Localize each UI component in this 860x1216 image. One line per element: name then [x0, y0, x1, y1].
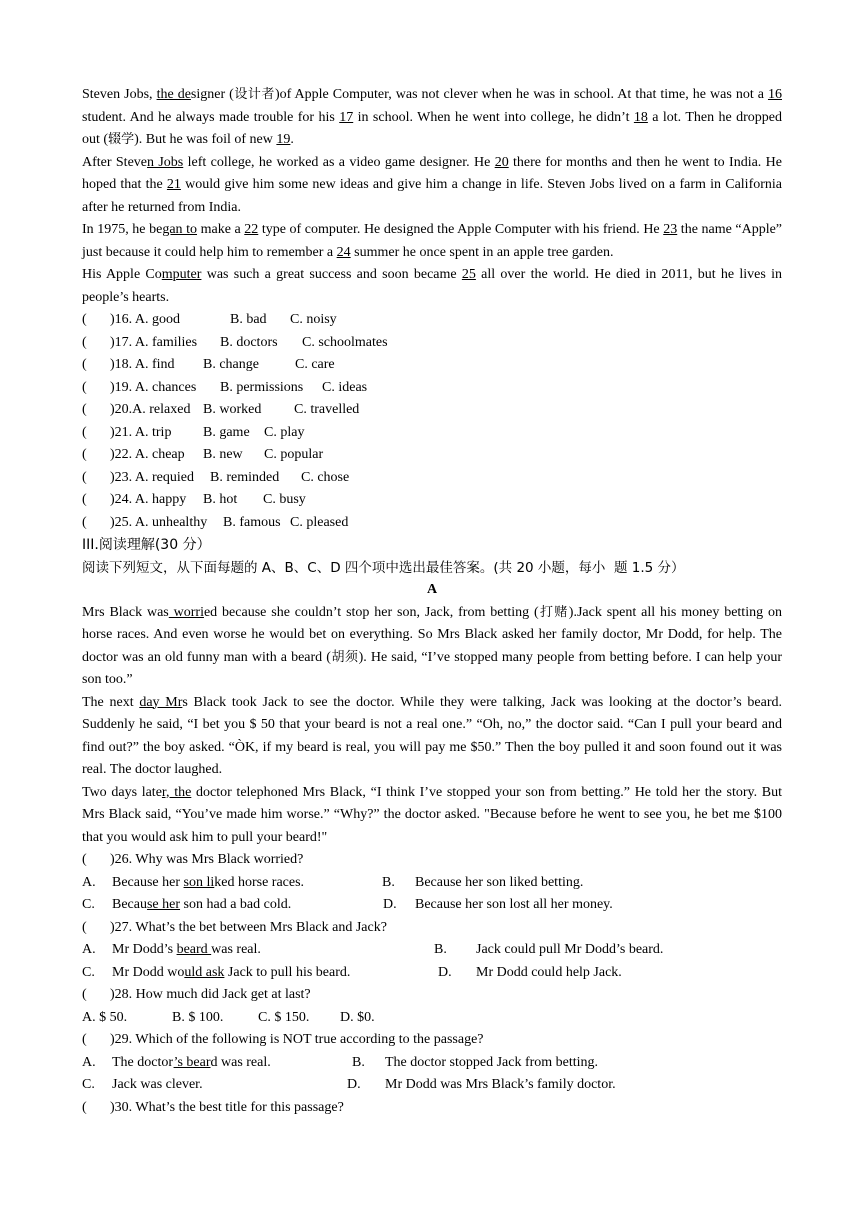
blank-18: 18 — [633, 109, 648, 125]
option-a[interactable]: A. The doctor’s beard was real. — [82, 1054, 271, 1070]
option-a[interactable]: A. Because her son liked horse races. — [82, 874, 305, 890]
option-b[interactable]: B. Because her son liked betting. — [382, 874, 584, 890]
option-c[interactable]: C. Jack was clever. — [82, 1077, 203, 1092]
cloze-paragraph-3: In 1975, he began to make a 22 type of computer. He designed the Apple Computer with his friend. He 23 the name “Apple” just because it could help him to remember a 24 summer he once spent in an apple tree garden. — [82, 222, 783, 260]
answer-paren[interactable]: ( — [82, 424, 87, 440]
answer-paren[interactable]: ( — [82, 357, 87, 372]
answer-paren[interactable]: ( — [82, 919, 87, 935]
cloze-paragraph-2: After Steven Jobs left college, he worked as a video game designer. He 20 there for months and then he went to India. He hoped that the 21 would give him some new ideas and give him a change in life. Steven Jobs lived on a farm in California after he returned from India. — [82, 154, 782, 215]
option-d[interactable]: D. Mr Dodd could help Jack. — [438, 964, 622, 980]
blank-16: 16 — [767, 87, 782, 102]
section-title: III.阅读理解(30 分） — [82, 537, 211, 553]
passage-label: A — [426, 582, 438, 597]
question-26-options-cd — [82, 894, 782, 917]
answer-paren[interactable]: ( — [82, 402, 87, 417]
question-27-options-ab — [82, 939, 782, 962]
option-c[interactable]: C. $ 150. — [258, 1009, 310, 1025]
cloze-question-18: ( )18. A. find B. change C. care — [82, 354, 782, 377]
option-c[interactable]: C. Mr Dodd would ask Jack to pull his beard. — [82, 964, 351, 980]
answer-paren[interactable]: ( — [82, 334, 87, 350]
option-a[interactable]: A. $ 50. — [82, 1009, 128, 1025]
question-26-options-ab — [82, 872, 782, 895]
reading-paragraph-3: Two days later, the doctor telephoned Mrs Black, “I think I’ve stopped your son from betting.” He told her the story. But Mrs Black said, “You’ve made him worse.” “Why?” the doctor asked. "Because before he went to see you, he bet me $100 that you would ask him to pull your beard!" — [82, 784, 782, 845]
answer-paren[interactable]: ( — [82, 447, 87, 462]
blank-22: 22 — [244, 222, 259, 237]
cloze-paragraph-1: Steven Jobs, the designer (设计者)of Apple Computer, was not clever when he was in school. At that time, he was not a 16 student. And he always made trouble for his 17 in school. When he went into college, he didn’t 18 a lot. Then he dropped out (辍学). But he was foil of new 19. — [82, 87, 782, 147]
option-d[interactable]: D. Mr Dodd was Mrs Black’s family doctor. — [347, 1077, 616, 1092]
answer-paren[interactable]: ( — [82, 987, 87, 1002]
option-d[interactable]: D. $0. — [340, 1009, 375, 1025]
question-27-options-cd — [82, 962, 782, 985]
option-a[interactable]: A. Mr Dodd’s beard was real. — [82, 942, 261, 957]
answer-paren[interactable]: ( — [82, 1032, 87, 1047]
answer-paren[interactable]: ( — [82, 1099, 87, 1115]
blank-21: 21 — [166, 177, 181, 192]
cloze-question-20: ( )20.A. relaxed B. worked C. travelled — [82, 399, 782, 422]
blank-23: 23 — [663, 222, 678, 237]
question-28-stem: ( )28. How much did Jack get at last? — [82, 984, 782, 1007]
question-30-stem: ( )30. What’s the best title for this passage? — [82, 1097, 782, 1120]
cloze-question-17: ( )17. A. families B. doctors C. schoolmates — [82, 332, 782, 355]
cloze-question-21: ( )21. A. trip B. game C. play — [82, 422, 782, 445]
blank-24: 24 — [336, 244, 351, 260]
blank-20: 20 — [494, 154, 509, 170]
answer-paren[interactable]: ( — [82, 469, 87, 485]
cloze-question-22: ( )22. A. cheap B. new C. popular — [82, 444, 782, 467]
option-b[interactable]: B. The doctor stopped Jack from betting. — [352, 1054, 599, 1070]
question-26-stem: ( )26. Why was Mrs Black worried? — [82, 849, 782, 872]
reading-paragraph-1: Mrs Black was worried because she couldn’t stop her son, Jack, from betting (打赌).Jack spent all his money betting on horse races. And even worse he would bet on everything. So Mrs Black asked her family doctor, Mr Dodd, for help. The doctor was an old funny man with a beard (胡须). He said, “I’ve stopped many people from betting before. I can help your son too.” — [82, 604, 783, 687]
question-29-options-cd — [82, 1074, 782, 1097]
cloze-question-23: ( )23. A. requied B. reminded C. chose — [82, 467, 782, 490]
option-c[interactable]: C. Because her son had a bad cold. — [82, 897, 292, 912]
document-page — [82, 84, 782, 1119]
question-29-options-ab — [82, 1052, 782, 1075]
answer-paren[interactable]: ( — [82, 852, 87, 867]
option-b[interactable]: B. $ 100. — [172, 1009, 224, 1025]
cloze-question-16: ( )16. A. good B. bad C. noisy — [82, 309, 782, 332]
cloze-question-25: ( )25. A. unhealthy B. famous C. pleased — [82, 512, 782, 535]
answer-paren[interactable]: ( — [82, 514, 87, 530]
cloze-question-19: ( )19. A. chances B. permissions C. ideas — [82, 377, 782, 400]
cloze-question-24: ( )24. A. happy B. hot C. busy — [82, 489, 782, 512]
question-27-stem: ( )27. What’s the bet between Mrs Black and Jack? — [82, 917, 782, 940]
reading-paragraph-2: The next day Mrs Black took Jack to see the doctor. While they were talking, Jack was looking at the doctor’s beard. Suddenly he said, “I bet you $ 50 that your beard is not a real one.” “Oh, no,” the doctor said. “Can I pull your beard and find out?” the boy asked. “ÒK, if my beard is real, you will pay me $50.” Then the boy pulled it and soon found out it was real. The doctor laughed. — [82, 694, 782, 777]
answer-paren[interactable]: ( — [82, 492, 87, 507]
option-d[interactable]: D. Because her son lost all her money. — [383, 897, 613, 912]
section-instructions: 阅读下列短文，从下面每题的 A、B、C、D 四个项中选出最佳答案。(共 20 小题，每小 题 1.5 分） — [82, 559, 685, 576]
blank-19: 19 — [276, 132, 291, 147]
blank-17: 17 — [339, 109, 354, 125]
option-b[interactable]: B. Jack could pull Mr Dodd’s beard. — [434, 942, 664, 957]
answer-paren[interactable]: ( — [82, 379, 87, 395]
cloze-question-list — [82, 309, 782, 534]
blank-25: 25 — [461, 267, 476, 282]
cloze-paragraph-4: His Apple Computer was such a great success and soon became 25 all over the world. He died in 2011, but he lives in people’s hearts. — [82, 267, 782, 305]
question-29-stem: ( )29. Which of the following is NOT true according to the passage? — [82, 1029, 782, 1052]
answer-paren[interactable]: ( — [82, 312, 87, 327]
question-28-options — [82, 1007, 782, 1030]
